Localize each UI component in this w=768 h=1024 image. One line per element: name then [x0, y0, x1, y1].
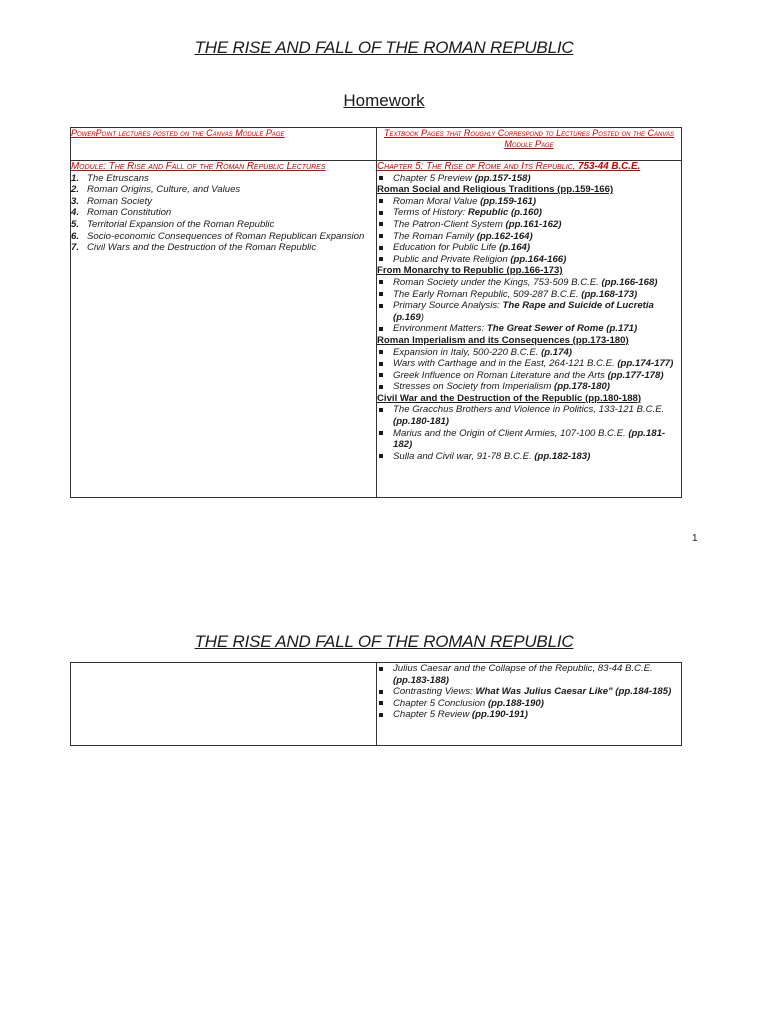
page-reference: Republic (p.160) [467, 207, 542, 219]
textbook-item [377, 686, 681, 698]
homework-heading: Homework [343, 91, 425, 110]
chapter-heading-title: Chapter 5: The Rise of Rome and Its Republic, [377, 161, 579, 172]
lecture-number: 2. [71, 184, 80, 196]
textbook-item [377, 709, 681, 721]
textbook-item [377, 358, 681, 370]
section-pages: (pp.159-166) [554, 184, 614, 196]
homework-table-continued [70, 662, 682, 746]
section-title: Civil War and the Destruction of the Republic [377, 392, 583, 404]
section-pages: (pp.180-188) [582, 392, 642, 404]
page-reference: (pp.188-190) [487, 697, 544, 709]
section-title: Roman Imperialism and its Consequences [377, 334, 570, 346]
lecture-title: Roman Constitution [87, 207, 172, 219]
page-reference: (pp.190-191) [471, 709, 528, 721]
item-text: Roman Moral Value [393, 195, 481, 207]
lecture-number: 6. [71, 230, 80, 242]
chapter-heading-dates: 753-44 B.C.E. [578, 161, 641, 172]
item-text: The Patron-Client System [393, 218, 506, 230]
textbook-item [377, 404, 681, 427]
page-reference: (pp.166-168) [601, 276, 658, 288]
item-text: Expansion in Italy, 500-220 B.C.E. [393, 346, 542, 358]
page-reference: (pp.182-183) [534, 450, 591, 462]
header-lectures: PowerPoint lectures posted on the Canvas Module Page [71, 128, 377, 161]
lecture-item [71, 173, 376, 185]
section-pages: (pp.166-173) [503, 265, 563, 277]
lecture-title: Roman Origins, Culture, and Values [87, 184, 241, 196]
table-header-row [71, 128, 682, 161]
table-body-row [71, 663, 682, 746]
item-text: Contrasting Views: [393, 686, 476, 698]
section-title: From Monarchy to Republic [377, 265, 504, 277]
textbook-column [377, 161, 682, 498]
chapter-heading [377, 161, 681, 173]
section-title: Roman Social and Religious Traditions [377, 184, 555, 196]
textbook-item [377, 207, 681, 219]
item-text: Education for Public Life [393, 242, 500, 254]
page-reference: (pp.162-164) [476, 230, 533, 242]
textbook-item [377, 663, 681, 686]
item-text: Julius Caesar and the Collapse of the Republic, 83-44 B.C.E. [393, 663, 653, 674]
section-list [377, 173, 681, 185]
textbook-item [377, 289, 681, 301]
textbook-item [377, 231, 681, 243]
item-text: Chapter 5 Conclusion [393, 697, 488, 709]
page-reference: (pp.161-162) [505, 218, 562, 230]
item-text: Marius and the Origin of Client Armies, 107-100 B.C.E. [393, 427, 629, 439]
page-reference: (pp.174-177) [617, 358, 674, 370]
lecture-number: 3. [71, 195, 80, 207]
page-title: THE RISE AND FALL OF THE ROMAN REPUBLIC [194, 38, 574, 57]
lectures-column-empty [71, 663, 377, 746]
textbook-column-continued [377, 663, 682, 746]
page-reference: (p.174) [541, 346, 573, 358]
textbook-item [377, 254, 681, 266]
item-text: Chapter 5 Review [393, 709, 472, 721]
textbook-item [377, 451, 681, 463]
item-text: Greek Influence on Roman Literature and the Arts [393, 369, 608, 381]
textbook-item [377, 242, 681, 254]
lecture-item [71, 196, 376, 208]
lecture-item [71, 207, 376, 219]
item-text: Roman Society under the Kings, 753-509 B.C.E. [393, 276, 602, 288]
lecture-item [71, 242, 376, 254]
section-heading [377, 335, 681, 347]
item-text: Terms of History: [393, 207, 468, 219]
textbook-list-continued [377, 663, 681, 721]
page-reference: (pp.181-182) [393, 427, 666, 451]
section-list [377, 404, 681, 462]
section-pages: (pp.173-180) [570, 334, 629, 346]
textbook-item [377, 347, 681, 359]
lecture-list [71, 173, 376, 254]
lecture-number: 5. [71, 218, 80, 230]
lecture-title: Socio-economic Consequences of Roman Republican Expansion [87, 230, 365, 242]
lecture-title: Roman Society [87, 195, 153, 207]
item-text: The Roman Family [393, 230, 477, 242]
item-text: Environment Matters: [393, 323, 487, 335]
item-text: Sulla and Civil war, 91-78 B.C.E. [393, 450, 535, 462]
item-text: Stresses on Society from Imperialism [393, 381, 555, 393]
page-reference: (pp.159-161) [480, 195, 537, 207]
section-heading [377, 393, 681, 405]
section-list [377, 196, 681, 266]
page-reference: The Rape and Suicide of Lucretia (p.169 [393, 300, 654, 323]
item-text: The Early Roman Republic, 509-287 B.C.E. [393, 288, 582, 300]
lecture-title: The Etruscans [87, 172, 149, 184]
page-reference: (pp.180-181) [393, 416, 449, 428]
textbook-item [377, 323, 681, 335]
lecture-item [71, 231, 376, 243]
page-reference: The Great Sewer of Rome (p.171) [486, 323, 638, 335]
page-reference: (pp.177-178) [607, 369, 664, 381]
textbook-item [377, 277, 681, 289]
page-reference: (p.164) [499, 242, 531, 254]
page-reference: (pp.164-166) [510, 253, 567, 265]
section-heading [377, 184, 681, 196]
textbook-item [377, 300, 681, 323]
page-reference: What Was Julius Caesar Like" (pp.184-185) [475, 686, 672, 698]
lecture-number: 7. [71, 242, 80, 254]
lecture-title: Territorial Expansion of the Roman Republic [87, 218, 275, 230]
header-textbook: Textbook Pages that Roughly Correspond to Lectures Posted on the Canvas Module Page [377, 128, 682, 161]
item-text: Chapter 5 Preview [393, 172, 475, 184]
item-text: The Gracchus Brothers and Violence in Politics, 133-121 B.C.E. [393, 404, 665, 416]
module-heading: Module: The Rise and Fall of the Roman Republic Lectures [71, 161, 326, 172]
textbook-item [377, 173, 681, 185]
textbook-item [377, 428, 681, 451]
textbook-sections [377, 173, 681, 463]
page-number: 1 [692, 533, 698, 544]
section-list [377, 277, 681, 335]
section-heading [377, 265, 681, 277]
textbook-item [377, 698, 681, 710]
item-text: Public and Private Religion [393, 253, 511, 265]
lecture-title: Civil Wars and the Destruction of the Roman Republic [87, 242, 317, 254]
page-reference: (pp.178-180) [554, 381, 610, 393]
lecture-item [71, 219, 376, 231]
textbook-item [377, 196, 681, 208]
section-list [377, 347, 681, 393]
lecture-number: 4. [71, 207, 80, 219]
page-reference: (pp.183-188) [393, 674, 449, 686]
page-reference: (pp.168-173) [581, 288, 638, 300]
page-title-continued: THE RISE AND FALL OF THE ROMAN REPUBLIC [194, 632, 574, 651]
lecture-item [71, 184, 376, 196]
item-text: ) [420, 311, 424, 323]
homework-table [70, 127, 682, 498]
lecture-number: 1. [71, 172, 80, 184]
textbook-item [377, 381, 681, 393]
table-body-row [71, 161, 682, 498]
item-text: Wars with Carthage and in the East, 264-121 B.C.E. [393, 358, 618, 370]
textbook-item [377, 219, 681, 231]
textbook-item [377, 370, 681, 382]
page-reference: (pp.157-158) [474, 172, 531, 184]
lectures-column [71, 161, 377, 498]
item-text: Primary Source Analysis: [393, 300, 503, 312]
